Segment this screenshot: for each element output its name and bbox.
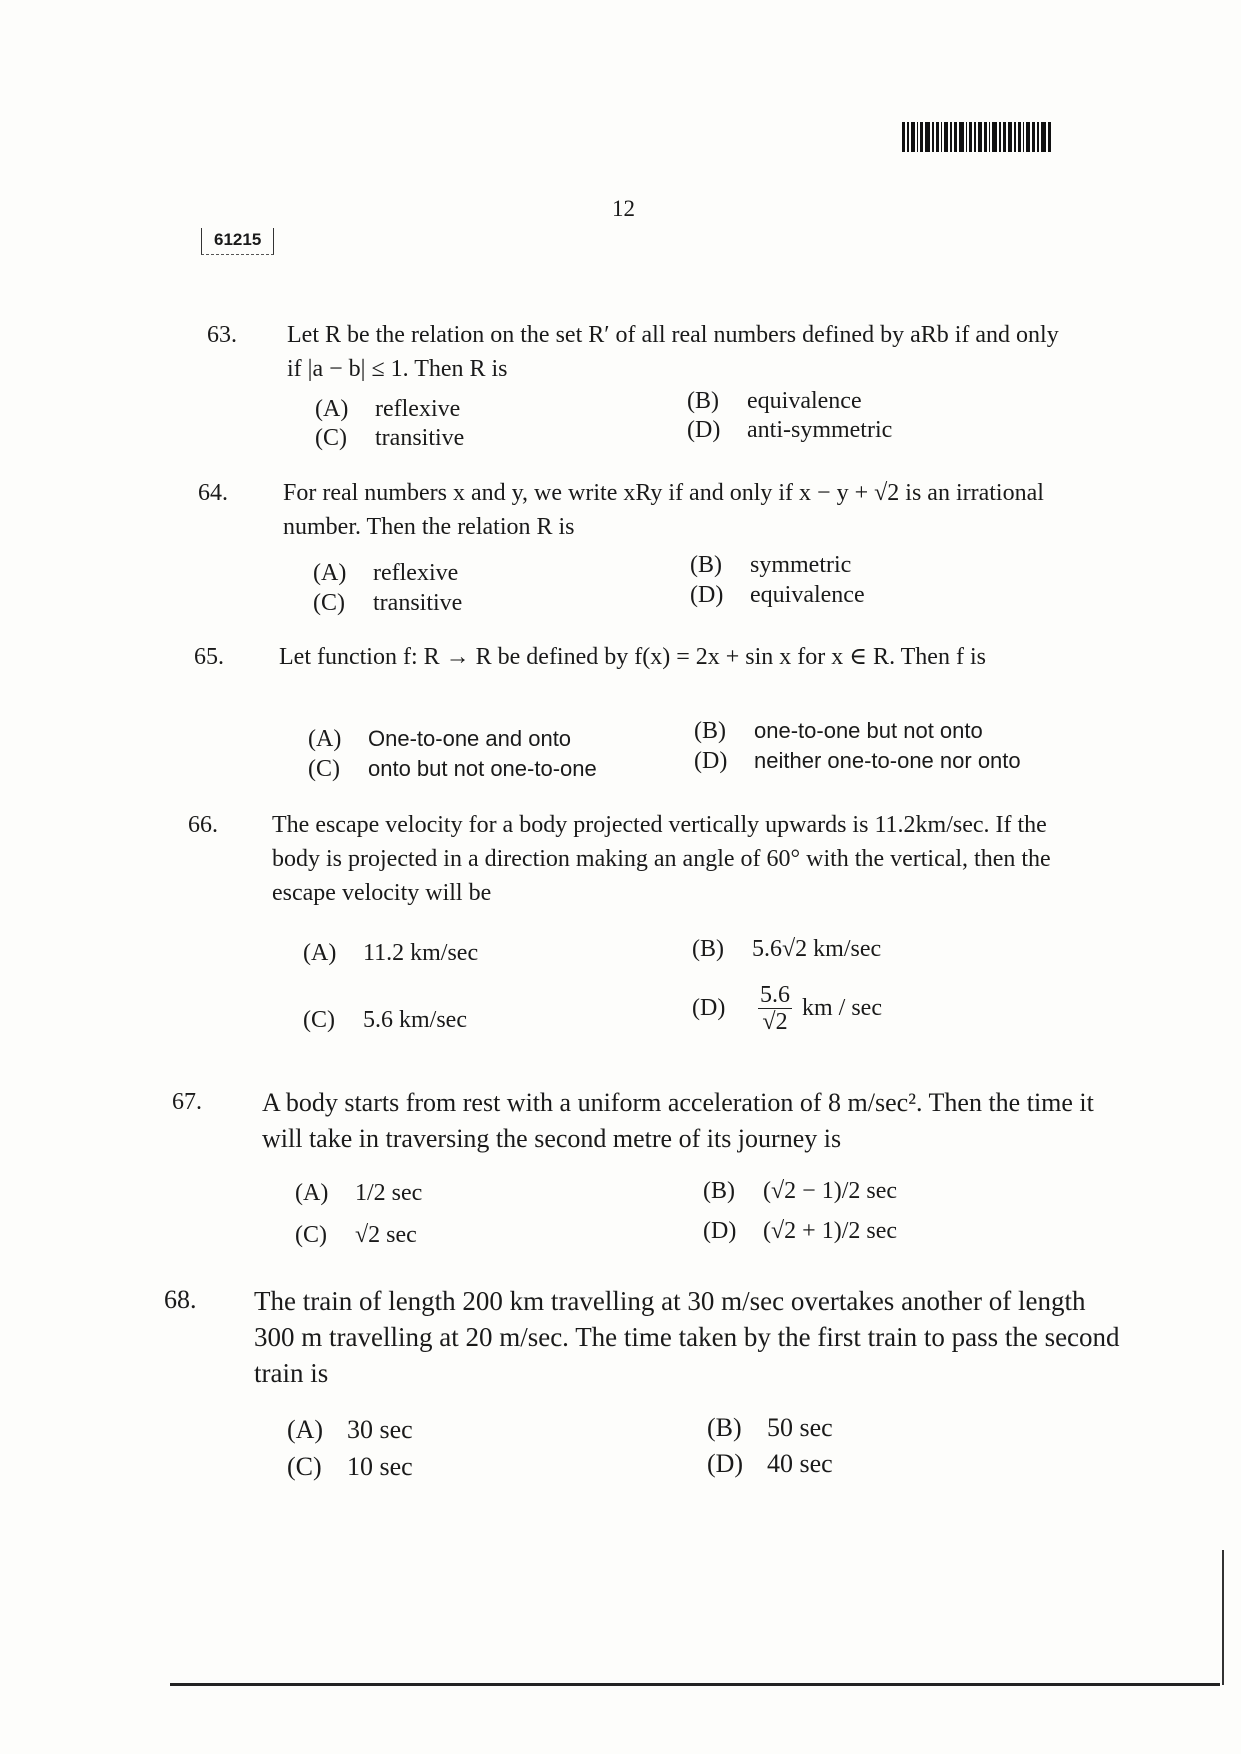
option-66-d[interactable] xyxy=(692,982,882,1035)
question-text: Let function f: R → R be defined by f(x) = 2x + sin x for x ∈ R. Then f is xyxy=(279,644,986,670)
option-letter: (A) xyxy=(313,560,347,586)
question-text: The escape velocity for a body projected vertically upwards is 11.2km/sec. If the body is projected in a direction making an angle of 60° with the vertical, then the escape velocity will be xyxy=(272,812,1051,906)
option-text: transitive xyxy=(375,425,465,451)
option-text: 11.2 km/sec xyxy=(363,940,479,966)
option-65-c[interactable] xyxy=(308,756,597,783)
option-text: One-to-one and onto xyxy=(368,726,572,751)
page-number: 12 xyxy=(612,196,635,221)
option-text: km / sec xyxy=(802,995,882,1021)
option-67-d[interactable] xyxy=(703,1218,897,1245)
option-letter: (B) xyxy=(692,936,724,962)
question-text: The train of length 200 km travelling at 30 m/sec overtakes another of length 300 m travelling at 20 m/sec. The time taken by the first train to pass the second train is xyxy=(254,1286,1120,1388)
option-letter: (C) xyxy=(313,590,345,616)
option-letter: (A) xyxy=(295,1180,329,1206)
option-letter: (A) xyxy=(287,1415,324,1444)
option-68-a[interactable] xyxy=(287,1415,413,1445)
option-letter: (A) xyxy=(303,940,337,966)
option-letter: (D) xyxy=(707,1449,744,1478)
option-text: (√2 + 1)/2 sec xyxy=(763,1218,898,1244)
option-letter: (C) xyxy=(287,1452,322,1481)
fraction-denominator: √2 xyxy=(762,1009,788,1035)
option-letter: (A) xyxy=(308,726,342,752)
option-letter: (B) xyxy=(703,1178,735,1204)
option-text: 40 sec xyxy=(767,1449,833,1478)
option-letter: (D) xyxy=(703,1218,737,1244)
option-text: reflexive xyxy=(373,560,459,586)
option-text: 5.6√2 km/sec xyxy=(752,936,882,962)
option-letter: (D) xyxy=(690,582,724,608)
option-68-d[interactable] xyxy=(707,1449,833,1479)
page-edge-mark xyxy=(1222,1550,1224,1685)
option-letter: (D) xyxy=(692,995,726,1021)
question-number: 68. xyxy=(164,1285,197,1314)
option-letter: (D) xyxy=(687,417,721,443)
option-text: 1/2 sec xyxy=(355,1180,423,1206)
option-63-b[interactable] xyxy=(687,388,862,415)
option-text: equivalence xyxy=(750,582,865,608)
option-text: neither one-to-one nor onto xyxy=(754,748,1021,773)
option-63-a[interactable] xyxy=(315,396,460,423)
option-text: anti-symmetric xyxy=(747,417,893,443)
question-number: 63. xyxy=(207,322,237,348)
option-65-d[interactable] xyxy=(694,748,1021,775)
option-63-c[interactable] xyxy=(315,425,464,452)
question-text: For real numbers x and y, we write xRy if and only if x − y + √2 is an irrational number. Then the relation R is xyxy=(283,480,1044,540)
option-text: 10 sec xyxy=(347,1452,413,1481)
option-66-a[interactable] xyxy=(303,940,478,967)
option-64-b[interactable] xyxy=(690,552,851,579)
option-text: 5.6 km/sec xyxy=(363,1007,467,1033)
option-text: 50 sec xyxy=(767,1413,833,1442)
option-letter: (C) xyxy=(303,1007,335,1033)
option-letter: (B) xyxy=(707,1413,742,1442)
option-64-a[interactable] xyxy=(313,560,458,587)
option-66-b[interactable] xyxy=(692,936,881,963)
fraction-numerator: 5.6 xyxy=(760,982,790,1008)
option-letter: (C) xyxy=(315,425,347,451)
option-66-c[interactable] xyxy=(303,1007,467,1034)
option-letter: (D) xyxy=(694,748,728,774)
question-number: 65. xyxy=(194,644,224,670)
option-text: 30 sec xyxy=(347,1415,413,1444)
fraction xyxy=(758,982,792,1035)
bottom-rule xyxy=(170,1683,1220,1686)
option-65-b[interactable] xyxy=(694,718,983,745)
option-67-b[interactable] xyxy=(703,1178,897,1205)
option-letter: (B) xyxy=(690,552,722,578)
question-number: 67. xyxy=(172,1089,202,1115)
paper-code: 61215 xyxy=(201,228,274,255)
option-text: transitive xyxy=(373,590,463,616)
option-letter: (C) xyxy=(308,756,340,782)
option-letter: (C) xyxy=(295,1222,327,1248)
option-letter: (B) xyxy=(694,718,726,744)
option-68-c[interactable] xyxy=(287,1452,413,1482)
option-text: reflexive xyxy=(375,396,461,422)
option-letter: (B) xyxy=(687,388,719,414)
option-67-a[interactable] xyxy=(295,1180,422,1207)
option-67-c[interactable] xyxy=(295,1222,417,1249)
question-number: 66. xyxy=(188,812,218,838)
barcode xyxy=(902,122,1067,152)
option-text: equivalence xyxy=(747,388,862,414)
question-text: A body starts from rest with a uniform acceleration of 8 m/sec². Then the time it will take in traversing the second metre of its journey is xyxy=(262,1088,1094,1153)
option-text: onto but not one-to-one xyxy=(368,756,597,781)
question-text: Let R be the relation on the set R′ of all real numbers defined by aRb if and only if |a − b| ≤ 1. Then R is xyxy=(287,322,1059,382)
option-64-d[interactable] xyxy=(690,582,865,609)
option-68-b[interactable] xyxy=(707,1413,833,1443)
option-63-d[interactable] xyxy=(687,417,892,444)
option-text: √2 sec xyxy=(355,1222,417,1248)
option-text: one-to-one but not onto xyxy=(754,718,983,743)
option-65-a[interactable] xyxy=(308,726,571,753)
question-number: 64. xyxy=(198,480,228,506)
option-text: (√2 − 1)/2 sec xyxy=(763,1178,898,1204)
option-text: symmetric xyxy=(750,552,852,578)
option-64-c[interactable] xyxy=(313,590,462,617)
option-letter: (A) xyxy=(315,396,349,422)
